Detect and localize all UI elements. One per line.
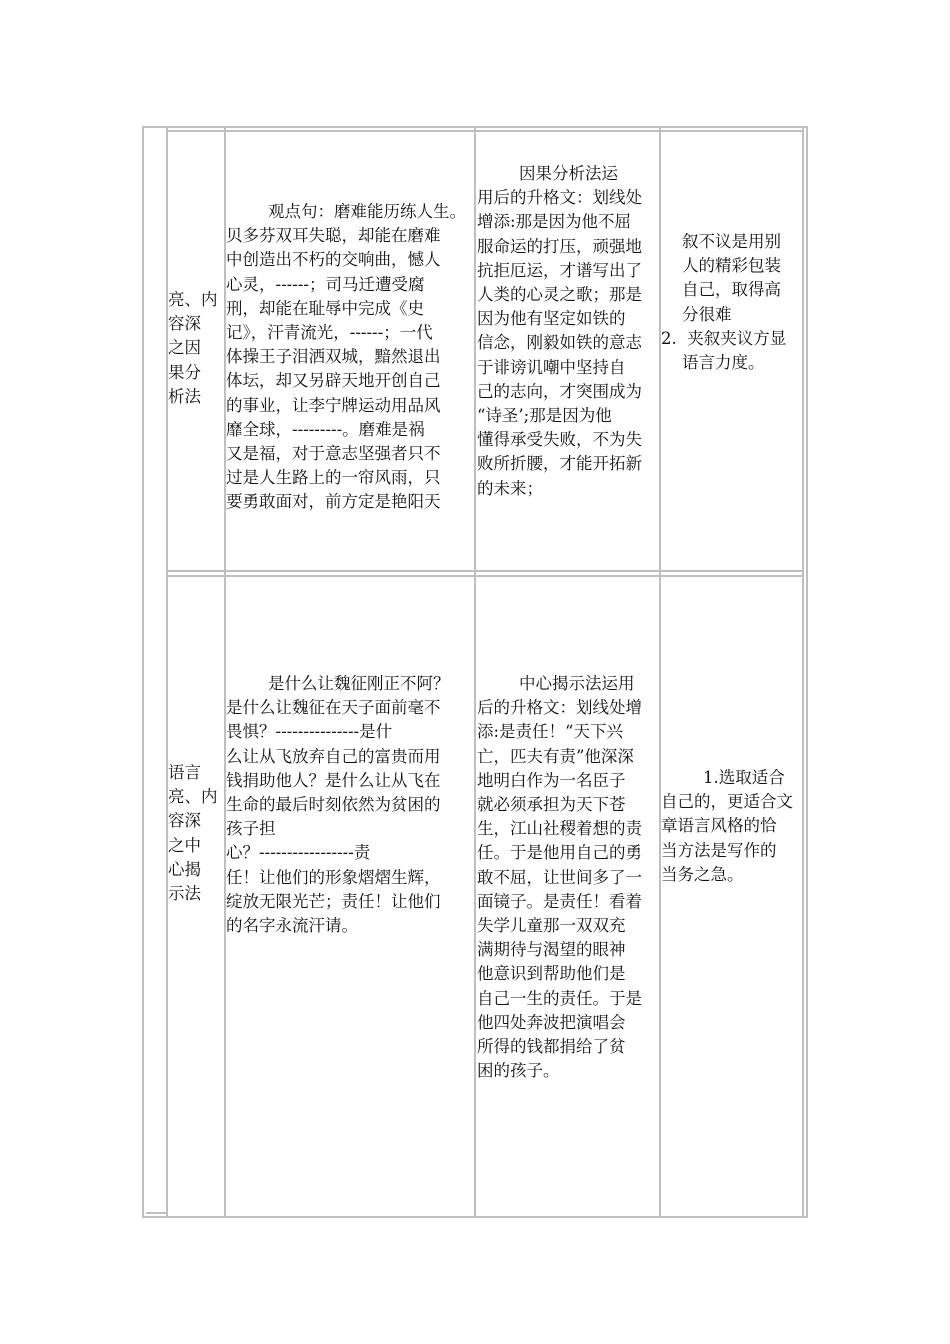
row2-method-label: 语言 亮、内 容深 之中 心揭 示法: [168, 763, 218, 904]
row2-original-text: 是什么让魏征刚正不阿？ 是什么让魏征在天子面前毫不 畏惧？---------------是什 么让从飞放弃自己的富贵而用 钱捐助他人？是什么让从飞在 生命的最后时刻依然为贫困的 孩子担 心？-----------------责 任！让他们的形象熠熠生辉， 绽放无限光芒；责任！让他们 的名字永流汗请。: [226, 674, 450, 936]
grid-line: [166, 130, 802, 132]
grid-line: [802, 128, 804, 1216]
grid-line: [474, 128, 476, 1216]
grid-line: [146, 1212, 168, 1214]
grid-line: [166, 575, 802, 577]
row1-upgraded-text: 因果分析法运 用后的升格文：划线处 增添:那是因为他不屈 服命运的打压，顽强地 抗拒厄运，才谱写出了 人类的心灵之歌；那是 因为他有坚定如铁的 信念，刚毅如铁的意志 于诽谤讥嘲中坚持自 己的志向，才突围成为 “诗圣’;那是因为他 懂得承受失败，不为失 败所折腰，才能开拓新 的未来；: [477, 164, 642, 498]
row1-original-text: 观点句：磨难能历练人生。 贝多芬双耳失聪，却能在磨难 中创造出不朽的交响曲，憾人 心灵，------；司马迁遭受腐 刑，却能在耻辱中完成《史 记》，汗青流光，------；一代 体操王子泪洒双城，黯然退出 体坛，却又另辟天地开创自己 的事业，让李宁牌运动用品风 靡全球，---------。磨难是祸 又是福，对于意志坚强者只不 过是人生路上的一帘风雨，只 要勇敢面对，前方定是艳阳天: [226, 202, 466, 512]
row2-tips-text: 1.选取适合 自己的，更适合文 章语言风格的恰 当方法是写作的 当务之急。: [661, 768, 793, 884]
row2-upgraded-text: 中心揭示法运用 后的升格文：划线处增 添:是责任！“天下兴 亡，匹夫有责”他深深 地明白作为一名臣子 就必须承担为天下苍 生，江山社稷着想的责 任。于是他用自己的勇 敢不屈，让世间多了一 面镜子。是责任！看着 失学儿童那一双双充 满期待与渴望的眼神 他意识到帮助他们是 自己一生的责任。于是 他四处奔波把演唱会 所得的钱都捐给了贫 困的孩子。: [477, 674, 642, 1081]
row1-method-label: 亮、内 容深 之因 果分 析法: [168, 290, 218, 406]
row1-tips-text: 叙不议是用别 人的精彩包装 自己，取得高 分很难 2. 夹叙夹议方显 语言力度。: [661, 232, 787, 373]
grid-line: [166, 570, 802, 572]
